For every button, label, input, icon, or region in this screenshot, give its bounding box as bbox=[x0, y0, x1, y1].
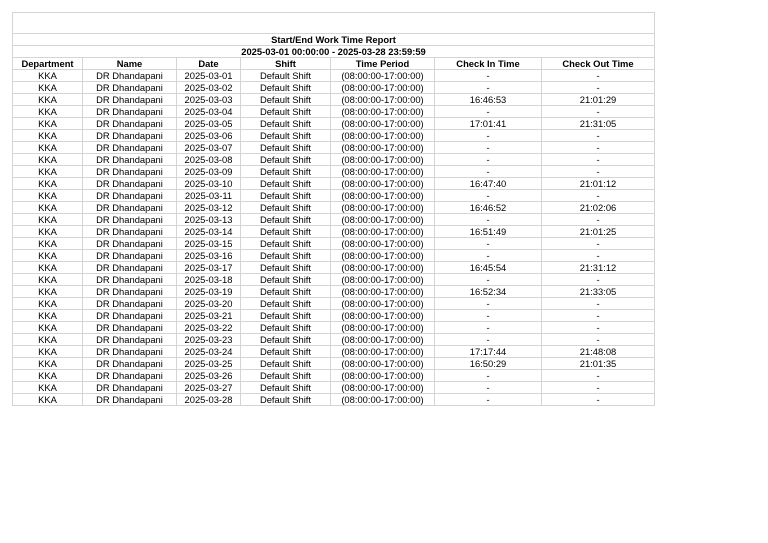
name-cell: DR Dhandapani bbox=[83, 154, 177, 166]
date-cell: 2025-03-26 bbox=[177, 370, 241, 382]
shift-cell: Default Shift bbox=[241, 106, 331, 118]
check-out-time-cell: - bbox=[542, 274, 655, 286]
name-cell: DR Dhandapani bbox=[83, 214, 177, 226]
name-cell: DR Dhandapani bbox=[83, 166, 177, 178]
department-cell: KKA bbox=[13, 322, 83, 334]
time-period-cell: (08:00:00-17:00:00) bbox=[331, 286, 435, 298]
date-cell: 2025-03-01 bbox=[177, 70, 241, 82]
time-period-cell: (08:00:00-17:00:00) bbox=[331, 118, 435, 130]
check-in-time-cell: - bbox=[435, 394, 542, 406]
department-cell: KKA bbox=[13, 310, 83, 322]
name-cell: DR Dhandapani bbox=[83, 250, 177, 262]
check-in-time-cell: - bbox=[435, 382, 542, 394]
check-in-time-cell: - bbox=[435, 310, 542, 322]
department-cell: KKA bbox=[13, 262, 83, 274]
name-cell: DR Dhandapani bbox=[83, 142, 177, 154]
name-cell: DR Dhandapani bbox=[83, 202, 177, 214]
time-period-cell: (08:00:00-17:00:00) bbox=[331, 274, 435, 286]
department-cell: KKA bbox=[13, 94, 83, 106]
check-in-time-cell: - bbox=[435, 166, 542, 178]
check-in-time-cell: 16:52:34 bbox=[435, 286, 542, 298]
table-row bbox=[13, 370, 655, 382]
shift-cell: Default Shift bbox=[241, 310, 331, 322]
table-row bbox=[13, 166, 655, 178]
check-out-time-cell: - bbox=[542, 310, 655, 322]
date-cell: 2025-03-19 bbox=[177, 286, 241, 298]
name-cell: DR Dhandapani bbox=[83, 310, 177, 322]
report-sheet bbox=[12, 12, 654, 406]
check-out-time-cell: 21:31:12 bbox=[542, 262, 655, 274]
time-period-cell: (08:00:00-17:00:00) bbox=[331, 130, 435, 142]
check-out-time-cell: 21:01:35 bbox=[542, 358, 655, 370]
date-cell: 2025-03-13 bbox=[177, 214, 241, 226]
table-row bbox=[13, 142, 655, 154]
department-cell: KKA bbox=[13, 238, 83, 250]
department-cell: KKA bbox=[13, 214, 83, 226]
shift-cell: Default Shift bbox=[241, 94, 331, 106]
date-cell: 2025-03-06 bbox=[177, 130, 241, 142]
check-out-time-cell: 21:33:05 bbox=[542, 286, 655, 298]
date-cell: 2025-03-15 bbox=[177, 238, 241, 250]
check-in-time-cell: 16:50:29 bbox=[435, 358, 542, 370]
check-out-time-cell: - bbox=[542, 394, 655, 406]
check-in-time-cell: - bbox=[435, 214, 542, 226]
date-cell: 2025-03-21 bbox=[177, 310, 241, 322]
check-in-time-cell: 16:46:53 bbox=[435, 94, 542, 106]
column-header-shift: Shift bbox=[241, 58, 331, 70]
check-in-time-cell: - bbox=[435, 334, 542, 346]
time-period-cell: (08:00:00-17:00:00) bbox=[331, 70, 435, 82]
time-period-cell: (08:00:00-17:00:00) bbox=[331, 358, 435, 370]
shift-cell: Default Shift bbox=[241, 166, 331, 178]
name-cell: DR Dhandapani bbox=[83, 322, 177, 334]
name-cell: DR Dhandapani bbox=[83, 226, 177, 238]
date-cell: 2025-03-27 bbox=[177, 382, 241, 394]
shift-cell: Default Shift bbox=[241, 358, 331, 370]
department-cell: KKA bbox=[13, 106, 83, 118]
time-period-cell: (08:00:00-17:00:00) bbox=[331, 142, 435, 154]
check-out-time-cell: - bbox=[542, 382, 655, 394]
time-period-cell: (08:00:00-17:00:00) bbox=[331, 250, 435, 262]
date-cell: 2025-03-03 bbox=[177, 94, 241, 106]
column-header-check-out-time: Check Out Time bbox=[542, 58, 655, 70]
shift-cell: Default Shift bbox=[241, 82, 331, 94]
date-cell: 2025-03-22 bbox=[177, 322, 241, 334]
time-period-cell: (08:00:00-17:00:00) bbox=[331, 298, 435, 310]
department-cell: KKA bbox=[13, 82, 83, 94]
name-cell: DR Dhandapani bbox=[83, 94, 177, 106]
column-header-department: Department bbox=[13, 58, 83, 70]
check-out-time-cell: - bbox=[542, 106, 655, 118]
check-in-time-cell: 17:01:41 bbox=[435, 118, 542, 130]
name-cell: DR Dhandapani bbox=[83, 106, 177, 118]
shift-cell: Default Shift bbox=[241, 130, 331, 142]
name-cell: DR Dhandapani bbox=[83, 382, 177, 394]
check-in-time-cell: 16:51:49 bbox=[435, 226, 542, 238]
check-in-time-cell: 16:47:40 bbox=[435, 178, 542, 190]
date-cell: 2025-03-16 bbox=[177, 250, 241, 262]
table-row bbox=[13, 70, 655, 82]
table-row bbox=[13, 358, 655, 370]
shift-cell: Default Shift bbox=[241, 394, 331, 406]
report-body bbox=[13, 70, 655, 406]
shift-cell: Default Shift bbox=[241, 214, 331, 226]
date-cell: 2025-03-02 bbox=[177, 82, 241, 94]
date-cell: 2025-03-04 bbox=[177, 106, 241, 118]
table-row bbox=[13, 82, 655, 94]
name-cell: DR Dhandapani bbox=[83, 130, 177, 142]
date-cell: 2025-03-12 bbox=[177, 202, 241, 214]
table-row bbox=[13, 178, 655, 190]
check-in-time-cell: - bbox=[435, 238, 542, 250]
check-out-time-cell: 21:01:29 bbox=[542, 94, 655, 106]
date-cell: 2025-03-24 bbox=[177, 346, 241, 358]
check-in-time-cell: - bbox=[435, 70, 542, 82]
check-out-time-cell: 21:01:12 bbox=[542, 178, 655, 190]
time-period-cell: (08:00:00-17:00:00) bbox=[331, 190, 435, 202]
time-period-cell: (08:00:00-17:00:00) bbox=[331, 322, 435, 334]
table-row bbox=[13, 118, 655, 130]
table-row bbox=[13, 298, 655, 310]
shift-cell: Default Shift bbox=[241, 202, 331, 214]
time-period-cell: (08:00:00-17:00:00) bbox=[331, 334, 435, 346]
date-cell: 2025-03-07 bbox=[177, 142, 241, 154]
date-cell: 2025-03-20 bbox=[177, 298, 241, 310]
check-out-time-cell: - bbox=[542, 154, 655, 166]
name-cell: DR Dhandapani bbox=[83, 286, 177, 298]
check-out-time-cell: 21:31:05 bbox=[542, 118, 655, 130]
time-period-cell: (08:00:00-17:00:00) bbox=[331, 394, 435, 406]
time-period-cell: (08:00:00-17:00:00) bbox=[331, 94, 435, 106]
check-out-time-cell: - bbox=[542, 334, 655, 346]
table-row bbox=[13, 214, 655, 226]
table-row bbox=[13, 238, 655, 250]
check-out-time-cell: - bbox=[542, 322, 655, 334]
column-header-time-period: Time Period bbox=[331, 58, 435, 70]
time-period-cell: (08:00:00-17:00:00) bbox=[331, 382, 435, 394]
department-cell: KKA bbox=[13, 334, 83, 346]
time-period-cell: (08:00:00-17:00:00) bbox=[331, 106, 435, 118]
table-row bbox=[13, 94, 655, 106]
time-period-cell: (08:00:00-17:00:00) bbox=[331, 238, 435, 250]
name-cell: DR Dhandapani bbox=[83, 70, 177, 82]
department-cell: KKA bbox=[13, 202, 83, 214]
department-cell: KKA bbox=[13, 190, 83, 202]
check-in-time-cell: - bbox=[435, 130, 542, 142]
time-period-cell: (08:00:00-17:00:00) bbox=[331, 262, 435, 274]
table-row bbox=[13, 346, 655, 358]
date-cell: 2025-03-18 bbox=[177, 274, 241, 286]
table-row bbox=[13, 202, 655, 214]
table-row bbox=[13, 322, 655, 334]
name-cell: DR Dhandapani bbox=[83, 262, 177, 274]
name-cell: DR Dhandapani bbox=[83, 370, 177, 382]
time-period-cell: (08:00:00-17:00:00) bbox=[331, 202, 435, 214]
shift-cell: Default Shift bbox=[241, 250, 331, 262]
check-in-time-cell: - bbox=[435, 370, 542, 382]
date-cell: 2025-03-09 bbox=[177, 166, 241, 178]
check-out-time-cell: - bbox=[542, 142, 655, 154]
date-cell: 2025-03-08 bbox=[177, 154, 241, 166]
column-header-row bbox=[13, 58, 655, 70]
check-in-time-cell: 16:46:52 bbox=[435, 202, 542, 214]
date-cell: 2025-03-28 bbox=[177, 394, 241, 406]
department-cell: KKA bbox=[13, 166, 83, 178]
department-cell: KKA bbox=[13, 178, 83, 190]
report-date-range: 2025-03-01 00:00:00 - 2025-03-28 23:59:59 bbox=[13, 46, 655, 58]
date-cell: 2025-03-23 bbox=[177, 334, 241, 346]
check-in-time-cell: 17:17:44 bbox=[435, 346, 542, 358]
shift-cell: Default Shift bbox=[241, 274, 331, 286]
department-cell: KKA bbox=[13, 382, 83, 394]
table-row bbox=[13, 274, 655, 286]
report-title: Start/End Work Time Report bbox=[13, 34, 655, 46]
department-cell: KKA bbox=[13, 154, 83, 166]
date-cell: 2025-03-14 bbox=[177, 226, 241, 238]
shift-cell: Default Shift bbox=[241, 142, 331, 154]
time-period-cell: (08:00:00-17:00:00) bbox=[331, 178, 435, 190]
table-row bbox=[13, 190, 655, 202]
blank-top-row bbox=[13, 13, 655, 34]
check-in-time-cell: - bbox=[435, 82, 542, 94]
shift-cell: Default Shift bbox=[241, 298, 331, 310]
date-cell: 2025-03-17 bbox=[177, 262, 241, 274]
department-cell: KKA bbox=[13, 118, 83, 130]
shift-cell: Default Shift bbox=[241, 154, 331, 166]
check-in-time-cell: - bbox=[435, 142, 542, 154]
shift-cell: Default Shift bbox=[241, 382, 331, 394]
check-out-time-cell: - bbox=[542, 166, 655, 178]
name-cell: DR Dhandapani bbox=[83, 118, 177, 130]
check-out-time-cell: - bbox=[542, 82, 655, 94]
check-out-time-cell: - bbox=[542, 70, 655, 82]
shift-cell: Default Shift bbox=[241, 178, 331, 190]
shift-cell: Default Shift bbox=[241, 334, 331, 346]
name-cell: DR Dhandapani bbox=[83, 298, 177, 310]
shift-cell: Default Shift bbox=[241, 118, 331, 130]
name-cell: DR Dhandapani bbox=[83, 358, 177, 370]
table-row bbox=[13, 334, 655, 346]
date-cell: 2025-03-25 bbox=[177, 358, 241, 370]
shift-cell: Default Shift bbox=[241, 226, 331, 238]
date-cell: 2025-03-10 bbox=[177, 178, 241, 190]
time-period-cell: (08:00:00-17:00:00) bbox=[331, 214, 435, 226]
check-out-time-cell: - bbox=[542, 250, 655, 262]
shift-cell: Default Shift bbox=[241, 238, 331, 250]
check-out-time-cell: - bbox=[542, 370, 655, 382]
check-in-time-cell: - bbox=[435, 154, 542, 166]
check-in-time-cell: - bbox=[435, 250, 542, 262]
department-cell: KKA bbox=[13, 346, 83, 358]
shift-cell: Default Shift bbox=[241, 346, 331, 358]
shift-cell: Default Shift bbox=[241, 190, 331, 202]
check-in-time-cell: 16:45:54 bbox=[435, 262, 542, 274]
check-out-time-cell: - bbox=[542, 130, 655, 142]
table-row bbox=[13, 286, 655, 298]
department-cell: KKA bbox=[13, 274, 83, 286]
table-row bbox=[13, 226, 655, 238]
table-row bbox=[13, 250, 655, 262]
date-range-row bbox=[13, 46, 655, 58]
check-in-time-cell: - bbox=[435, 190, 542, 202]
time-period-cell: (08:00:00-17:00:00) bbox=[331, 226, 435, 238]
date-cell: 2025-03-05 bbox=[177, 118, 241, 130]
time-period-cell: (08:00:00-17:00:00) bbox=[331, 82, 435, 94]
department-cell: KKA bbox=[13, 370, 83, 382]
department-cell: KKA bbox=[13, 358, 83, 370]
table-row bbox=[13, 394, 655, 406]
department-cell: KKA bbox=[13, 298, 83, 310]
department-cell: KKA bbox=[13, 130, 83, 142]
check-out-time-cell: - bbox=[542, 214, 655, 226]
table-row bbox=[13, 382, 655, 394]
check-out-time-cell: 21:01:25 bbox=[542, 226, 655, 238]
department-cell: KKA bbox=[13, 250, 83, 262]
table-row bbox=[13, 262, 655, 274]
department-cell: KKA bbox=[13, 70, 83, 82]
table-row bbox=[13, 106, 655, 118]
department-cell: KKA bbox=[13, 394, 83, 406]
shift-cell: Default Shift bbox=[241, 370, 331, 382]
check-out-time-cell: - bbox=[542, 238, 655, 250]
department-cell: KKA bbox=[13, 286, 83, 298]
shift-cell: Default Shift bbox=[241, 262, 331, 274]
name-cell: DR Dhandapani bbox=[83, 82, 177, 94]
column-header-date: Date bbox=[177, 58, 241, 70]
name-cell: DR Dhandapani bbox=[83, 394, 177, 406]
time-period-cell: (08:00:00-17:00:00) bbox=[331, 154, 435, 166]
check-out-time-cell: - bbox=[542, 298, 655, 310]
column-header-name: Name bbox=[83, 58, 177, 70]
name-cell: DR Dhandapani bbox=[83, 238, 177, 250]
name-cell: DR Dhandapani bbox=[83, 334, 177, 346]
department-cell: KKA bbox=[13, 226, 83, 238]
column-header-check-in-time: Check In Time bbox=[435, 58, 542, 70]
check-out-time-cell: 21:02:06 bbox=[542, 202, 655, 214]
time-period-cell: (08:00:00-17:00:00) bbox=[331, 310, 435, 322]
name-cell: DR Dhandapani bbox=[83, 346, 177, 358]
table-row bbox=[13, 130, 655, 142]
check-in-time-cell: - bbox=[435, 298, 542, 310]
report-table bbox=[12, 12, 655, 406]
check-out-time-cell: - bbox=[542, 190, 655, 202]
check-in-time-cell: - bbox=[435, 106, 542, 118]
name-cell: DR Dhandapani bbox=[83, 178, 177, 190]
check-out-time-cell: 21:48:08 bbox=[542, 346, 655, 358]
time-period-cell: (08:00:00-17:00:00) bbox=[331, 166, 435, 178]
table-row bbox=[13, 154, 655, 166]
shift-cell: Default Shift bbox=[241, 286, 331, 298]
date-cell: 2025-03-11 bbox=[177, 190, 241, 202]
name-cell: DR Dhandapani bbox=[83, 274, 177, 286]
time-period-cell: (08:00:00-17:00:00) bbox=[331, 346, 435, 358]
time-period-cell: (08:00:00-17:00:00) bbox=[331, 370, 435, 382]
check-in-time-cell: - bbox=[435, 274, 542, 286]
table-row bbox=[13, 310, 655, 322]
name-cell: DR Dhandapani bbox=[83, 190, 177, 202]
department-cell: KKA bbox=[13, 142, 83, 154]
check-in-time-cell: - bbox=[435, 322, 542, 334]
blank-cell bbox=[13, 13, 655, 34]
shift-cell: Default Shift bbox=[241, 70, 331, 82]
report-title-row bbox=[13, 34, 655, 46]
shift-cell: Default Shift bbox=[241, 322, 331, 334]
